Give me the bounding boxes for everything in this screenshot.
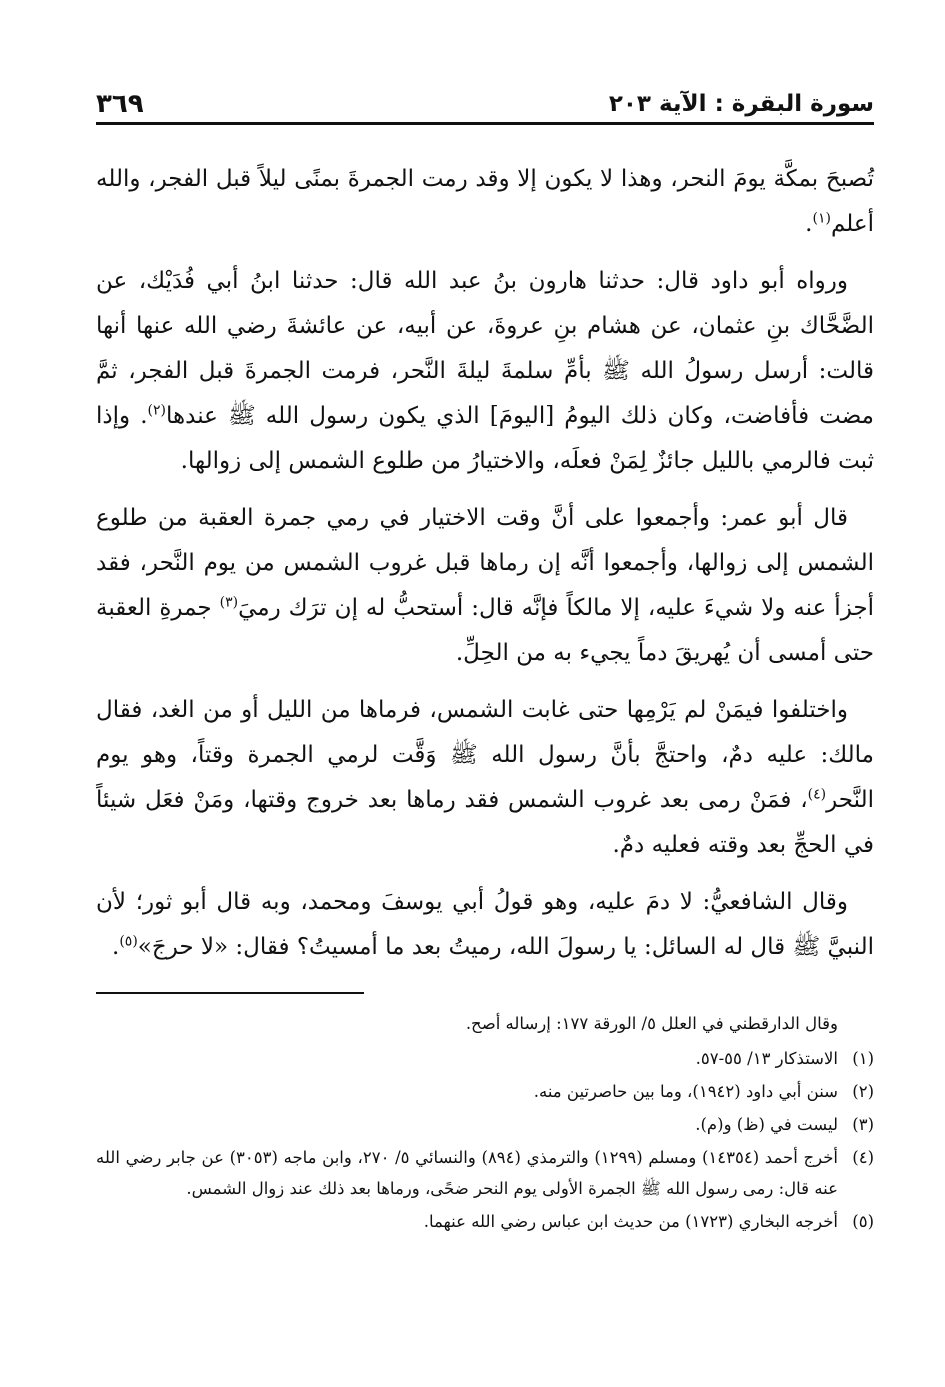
running-title: سورة البقرة : الآية ٢٠٣ (608, 91, 874, 117)
paragraph-tail: . (112, 934, 120, 960)
paragraph-text: ورواه أبو داود قال: حدثنا هارون بنُ عبد الله قال: حدثنا ابنُ أبي فُدَيْك، عن الضَّحَّاك بنِ عثمان، عن هشام بنِ عروةَ، عن أبيه، عن عائشةَ رضي الله عنها أنها قالت: أرسل رسولُ الله ﷺ بأمِّ سلمةَ ليلةَ النَّحر، فرمت الجمرةَ قبل الفجر، ثمَّ مضت فأفاضت، وكان ذلك اليومُ [اليومَ] الذي يكون رسول الله ﷺ عندها (96, 268, 874, 429)
footnote-ref: (٣) (219, 594, 239, 611)
main-text (96, 157, 874, 970)
footnote-number: (٣) (852, 1115, 874, 1134)
paragraph-text: واختلفوا فيمَنْ لم يَرْمِها حتى غابت الشمس، فرماها من الليل أو من الغد، فقال مالك: عليه دمٌ، واحتجَّ بأنَّ رسول الله ﷺ وَقَّت لرمي الجمرة وقتاً، وهو يوم النَّحر (96, 697, 874, 813)
running-header (96, 78, 874, 125)
footnote-separator (96, 992, 364, 994)
footnote-number: (٥) (852, 1212, 874, 1231)
footnote-number: (٢) (852, 1082, 874, 1101)
footnotes (96, 1008, 874, 1237)
footnote-text: الاستذكار ١٣/ ٥٥-٥٧. (695, 1049, 838, 1068)
paragraph-tail: جمرةِ العقبة حتى أمسى أن يُهريقَ دماً يجيء به من الحِلِّ. (96, 595, 874, 666)
paragraph-tail: ، فمَنْ رمى بعد غروب الشمس فقد رماها بعد خروج وقتها، ومَنْ فعَل شيئاً في الحجِّ بعد وقته فعليه دمٌ. (96, 787, 874, 858)
footnote-ref: (٢) (147, 402, 166, 419)
footnote-ref: (١) (812, 210, 831, 227)
footnote-text: سنن أبي داود (١٩٤٢)، وما بين حاصرتين منه. (533, 1082, 838, 1101)
paragraph-text: تُصبحَ بمكَّة يومَ النحر، وهذا لا يكون إلا وقد رمت الجمرةَ بمنًى ليلاً قبل الفجر، والله أعلم (96, 166, 874, 237)
footnote-text: أخرجه البخاري (١٧٢٣) من حديث ابن عباس رضي الله عنهما. (423, 1212, 838, 1231)
footnote (96, 1076, 874, 1107)
footnote (96, 1043, 874, 1074)
footnote-ref: (٥) (119, 933, 138, 950)
paragraph (96, 496, 874, 676)
book-page (96, 78, 874, 1338)
paragraph (96, 880, 874, 970)
paragraph (96, 259, 874, 484)
paragraph-tail: . (805, 211, 813, 237)
paragraph-text: قال أبو عمر: وأجمعوا على أنَّ وقت الاختيار في رمي جمرة العقبة من طلوع الشمس إلى زوالها، وأجمعوا أنَّه إن رماها قبل غروب الشمس من يوم النَّحر، فقد أجزأ عنه ولا شيءَ عليه، إلا مالكاً فإنَّه قال: أستحبُّ له إن ترَك رميَ (96, 505, 874, 621)
footnote-text: ليست في (ظ) و(م). (695, 1115, 838, 1134)
paragraph (96, 157, 874, 247)
page-number: ٣٦٩ (96, 89, 144, 119)
footnote-number: (٤) (852, 1148, 874, 1167)
footnote-text: أخرج أحمد (١٤٣٥٤) ومسلم (١٢٩٩) والترمذي (٨٩٤) والنسائي ٥/ ٢٧٠، وابن ماجه (٣٠٥٣) عن جابر رضي الله عنه قال: رمى رسول الله ﷺ الجمرة الأولى يوم النحر ضحًى، ورماها بعد ذلك عند زوال الشمس. (96, 1148, 838, 1198)
paragraph-tail: . وإذا ثبت فالرمي بالليل جائزٌ لِمَنْ فعلَه، والاختيارُ من طلوع الشمس إلى زوالها. (96, 403, 874, 474)
footnote-number: (١) (852, 1049, 874, 1068)
footnote-ref: (٤) (807, 786, 827, 803)
footnote-continuation: وقال الدارقطني في العلل ٥/ الورقة ١٧٧: إرساله أصح. (465, 1014, 838, 1033)
footnote (96, 1206, 874, 1237)
footnote (96, 1109, 874, 1140)
paragraph-text: وقال الشافعيُّ: لا دمَ عليه، وهو قولُ أبي يوسفَ ومحمد، وبه قال أبو ثور؛ لأن النبيَّ ﷺ قال له السائل: يا رسولَ الله، رميتُ بعد ما أمسيتُ؟ فقال: «لا حرجَ» (96, 889, 874, 960)
paragraph (96, 688, 874, 868)
footnote (96, 1142, 874, 1204)
